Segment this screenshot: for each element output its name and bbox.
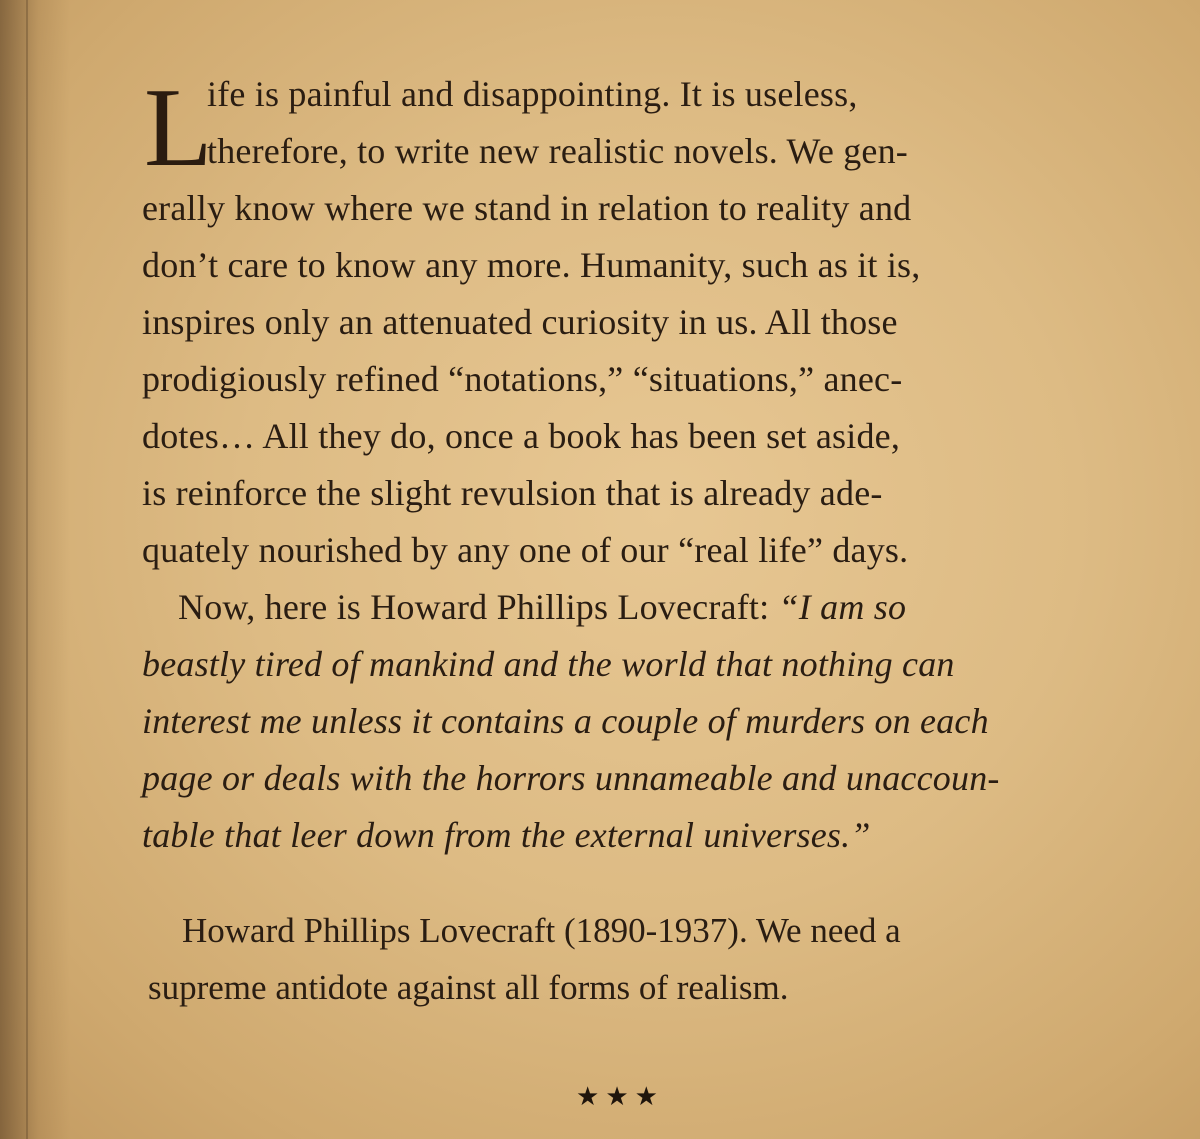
paragraph1-line-4: don’t care to know any more. Humanity, such as it is,	[142, 245, 921, 285]
paragraph1-line-5: inspires only an attenuated curiosity in us. All those	[142, 302, 898, 342]
footer-paragraph	[148, 902, 1142, 1016]
paragraph1-line-3: erally know where we stand in relation to reality and	[142, 188, 912, 228]
quote-line-5: table that leer down from the external universes.”	[142, 815, 871, 855]
main-text-block	[142, 66, 1097, 864]
paragraph1-line-7: dotes… All they do, once a book has been set aside,	[142, 416, 901, 456]
paragraph1-line-2: therefore, to write new realistic novels. We gen-	[207, 131, 908, 171]
quote-start: “I am so	[778, 587, 907, 627]
paragraph2-line-1	[142, 579, 1097, 636]
footer-line-2: supreme antidote against all forms of realism.	[148, 968, 789, 1007]
gutter-shadow	[0, 0, 70, 1139]
section-break-stars: ★★★	[576, 1082, 664, 1111]
page-edge	[26, 0, 28, 1139]
line-text: ife is painful and disappointing. It is useless,	[207, 74, 858, 114]
quote-line-3: interest me unless it contains a couple of murders on each	[142, 701, 989, 741]
quote-line-2: beastly tired of mankind and the world that nothing can	[142, 644, 955, 684]
paragraph2-roman-text: Now, here is Howard Phillips Lovecraft:	[178, 587, 779, 627]
footer-line-1: Howard Phillips Lovecraft (1890-1937). We need a	[182, 911, 901, 950]
quote-line-4: page or deals with the horrors unnameable and unaccoun-	[142, 758, 1000, 798]
paragraph1-line-9: quately nourished by any one of our “real life” days.	[142, 530, 909, 570]
paragraph1-line-8: is reinforce the slight revulsion that is already ade-	[142, 473, 883, 513]
paragraph1-line-6: prodigiously refined “notations,” “situations,” anec-	[142, 359, 903, 399]
drop-cap: L	[144, 66, 213, 190]
